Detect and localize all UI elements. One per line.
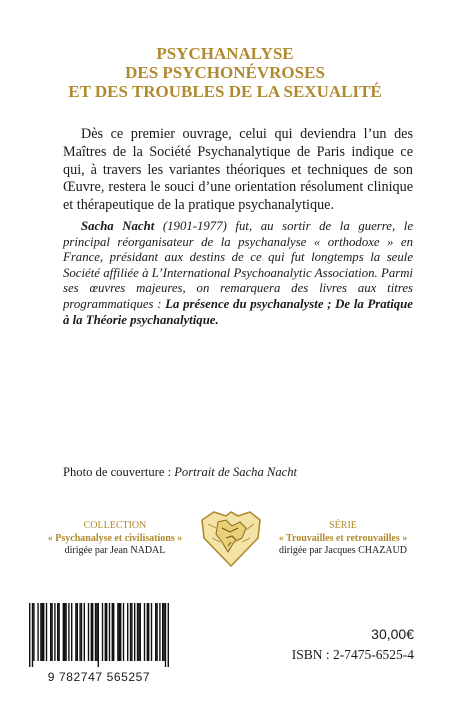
barcode-bar [71, 603, 72, 661]
barcode-bar [75, 603, 76, 661]
title-line-3: ET DES TROUBLES DE LA SEXUALITÉ [68, 82, 382, 101]
barcode-bar [168, 603, 169, 667]
barcode-bar [84, 603, 85, 661]
title-line-1: PSYCHANALYSE [156, 44, 294, 63]
barcode-bar [117, 603, 118, 661]
caption-label: Photo de couverture : [63, 465, 175, 479]
barcode-bar [130, 603, 131, 661]
barcode-bar [57, 603, 58, 661]
barcode-bar [98, 603, 99, 667]
title-line-2: DES PSYCHONÉVROSES [125, 63, 325, 82]
barcode-bar [162, 603, 163, 661]
barcode-bar [32, 603, 33, 667]
barcode-bar [119, 603, 120, 661]
barcode-bar [50, 603, 51, 661]
cover-photo-caption [63, 465, 297, 480]
barcode-bar [112, 603, 113, 661]
barcode-bar [134, 603, 135, 661]
barcode-bar [148, 603, 149, 661]
barcode-bar [106, 603, 107, 661]
barcode-bar [63, 603, 64, 661]
barcode-bar [105, 603, 106, 661]
barcode-bar [120, 603, 121, 661]
barcode-bar [151, 603, 152, 661]
barcode-bar [58, 603, 59, 661]
caption-value: Portrait de Sacha Nacht [174, 465, 297, 479]
barcode-bar [137, 603, 138, 661]
isbn: ISBN : 2-7475-6525-4 [291, 647, 414, 662]
barcode-bar [46, 603, 47, 661]
barcode-bar [113, 603, 114, 661]
barcode-bar [127, 603, 128, 661]
barcode-bar [144, 603, 145, 661]
barcode-bar [159, 603, 160, 661]
barcode-bar [79, 603, 80, 661]
barcode-bar [29, 603, 30, 667]
barcode-bar [77, 603, 78, 661]
barcode-bar [92, 603, 93, 661]
series-kicker: SÉRIE [329, 520, 357, 531]
bio-paragraph [63, 219, 413, 328]
collection-info [30, 520, 200, 558]
barcode-bar [43, 603, 44, 661]
barcode-bar [109, 603, 110, 661]
collection-kicker: COLLECTION [83, 520, 147, 531]
barcode-bar [123, 603, 124, 661]
barcode-bar [102, 603, 103, 661]
barcode-bar [95, 603, 96, 661]
barcode-bar [64, 603, 65, 661]
barcode-icon [29, 603, 169, 667]
barcode-bar [147, 603, 148, 661]
barcode-bar [65, 603, 66, 661]
barcode-bar [91, 603, 92, 661]
series-info [258, 520, 428, 558]
barcode-bar [88, 603, 89, 661]
barcode-bar [33, 603, 34, 661]
barcode-bar [131, 603, 132, 661]
barcode-bar [81, 603, 82, 661]
barcode-bar [37, 603, 38, 661]
series-director: dirigée par Jacques CHAZAUD [278, 545, 408, 556]
collection-director: dirigée par Jean NADAL [64, 545, 166, 556]
collection-name: « Psychanalyse et civilisations » [47, 532, 183, 544]
barcode-bar [138, 603, 139, 661]
barcode-bar [155, 603, 156, 661]
barcode-bar [156, 603, 157, 661]
barcode-bar [54, 603, 55, 661]
book-title [0, 44, 450, 101]
author-name: Sacha Nacht [81, 219, 155, 233]
barcode-bar [165, 603, 166, 667]
barcode-bar [96, 603, 97, 661]
barcode-bar [163, 603, 164, 661]
barcode-bar [68, 603, 69, 661]
major-works: La présence du psychanalyste ; De la Pratique à la Théorie psychanalytique. [63, 296, 413, 327]
series-name: « Trouvailles et retrouvailles » [278, 532, 408, 544]
barcode-bar [51, 603, 52, 661]
barcode-number: 9 782747 565257 [47, 670, 151, 684]
barcode-bar [40, 603, 41, 661]
barcode-bar [140, 603, 141, 661]
price: 30,00€ [371, 626, 414, 642]
bio-text: (1901-1977) fut, au sortir de la guerre, le principal réorganisateur de la psychanalyse « orthodoxe » en France, présidant aux destins de ce qui fut longtemps la seule Société affiliée à L’International Psychoanalytic Association. Parmi ses œuvres majeures, on remarquera des livres aux titres programmatiques : [63, 219, 413, 311]
intro-paragraph: Dès ce premier ouvrage, celui qui deviendra l’un des Maîtres de la Société Psychanalytique de Paris indique ce qui, à travers les variantes théoriques et techniques de son Œuvre, restera le souci d’une orientation résolument clinique et thérapeutique de la pratique psychanalytique. [63, 126, 413, 214]
barcode-bar [42, 603, 43, 661]
publisher-logo-icon [198, 508, 264, 568]
